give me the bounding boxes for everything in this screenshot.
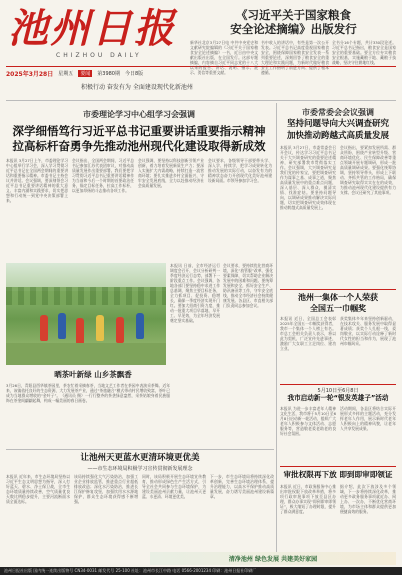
caption-text: 3月26日，青阳县酉华镇茶园里，茶农忙着采摘春茶，当地文艺工作者在茶园中表演采茶舞。近年来，该镇依托良好的生态资源，大力发展茶产业，通过“茶旅融合”模式带动村民增收致富，茶叶已成为当地群众增收的“金叶子”。（通讯员 摄）一行行整齐的茶垄绿意盎然，采茶姑娘身着民族服饰在茶垄间翩翩起舞，构成一幅美丽的春日画卷。 — [6, 383, 170, 403]
performer-figure — [76, 318, 84, 344]
body-text: 同时，该局积极开展生态环境宣传教育，推动形成绿色生产生活方式，引导全社会共同参与生态环境保护，为建设美丽池州贡献力量，让池州天更蓝、水更清、环境更优美。 — [142, 474, 206, 499]
divider — [280, 289, 396, 290]
body-text: 会议要求，要持续优化营商环境，深化“放管服”改革，强化要素保障，切实帮助企业解决发展中的困难和问题。要统筹发展和安全，抓好安全生产、防汛备汛等工作，守牢安全底线，推动全市经济社会持续健康发展。各县区、市直相关部门负责同志参加会议。 — [223, 263, 273, 308]
info-bar — [6, 68, 143, 79]
body-text: 会议指出，要紧扣发展所需、群众所盼，围绕产业转型升级、营商环境优化、民生保障改善等重点领域开展专题调研，形成一批高质量调研成果。要强化统筹协调，坚持领导带头，形成上下联动、齐抓共管的工作格局，确保调查研究取得实实在在的成效，为推动池州现代化建设提供有力支撑。会议还研究了其他事项。 — [340, 145, 396, 195]
main-headline — [6, 124, 272, 154]
weekday: 星期五 — [58, 71, 74, 77]
top-right-headline — [190, 8, 397, 36]
body-text: 下一步，市生态环境局将持续深化改革创新，完善生态环境治理体系，提升治理能力，以高水平保护推动高质量发展，奋力谱写美丽池州建设新篇章。 — [210, 474, 274, 499]
body-text: 本报讯 近日，市政务服务中心推出审批权限下放改革举措，将多项行政审批事项下放至县区办理，群众办事实现“即到即审即领证”，极大缩短了办理时限，提升了群众满意度。 — [280, 484, 336, 514]
divider — [280, 466, 396, 467]
headline-line: 全国五一巾帼奖 — [310, 304, 366, 313]
performer-figure — [96, 315, 104, 341]
performer-figure — [116, 317, 124, 343]
body-text: 据介绍，此次下放涉及多个领域，下一步将持续深化改革，推动更多政务服务事项就近办、网上办、一次办，不断优化营商环境，为市场主体和群众提供更加便捷高效的服务。 — [340, 484, 396, 514]
divider — [6, 449, 274, 450]
page-count: 今日8版 — [125, 71, 144, 77]
right-headline — [280, 118, 396, 142]
newspaper-masthead: 池州日报 — [8, 5, 176, 52]
footer — [0, 567, 402, 575]
body-text: 会议指出，全国两会期间，习近平总书记参加江苏代表团审议，对推动高质量发展作出重要部署。我们要把学习贯彻习近平总书记重要讲话精神作为当前和今后一个时期的首要政治任务，锚定目标任务，拉高工作标杆，以更加昂扬的斗志推动各项工作。 — [72, 158, 134, 193]
edition-badge: 要闻 — [80, 71, 91, 77]
body-text: 本报讯 近日，全国总工会表彰2025年全国五一巾帼奖获得者，我市一个集体一个人榜上有名。市总工会相关负责人表示，将以此为契机，广泛宣传先进事迹，激励广大女职工立足岗位、建功立业。 — [280, 316, 336, 351]
divider — [6, 100, 396, 101]
body-text: 本报讯 3月27日上午，市委理论学习中心组举行学习会，深入学习贯彻习近平总书记在全国两会期间的重要讲话和重要指示精神。市委书记主持会议并讲话。会议强调，要深刻领会习近平总书记重要讲话精神的重大意义、丰富内涵和实践要求，切实把思想和行动统一到党中央决策部署上来。 — [6, 158, 68, 203]
body-text: 会议要求，各级领导干部要带头学、深入学、持续学，把学习成果转化为推动发展的实际行动，以奋发有为的精神状态奋力开创现代化美好池州建设新局面。市领导参加学习会。 — [208, 158, 272, 183]
divider — [280, 384, 396, 385]
tea-garden-photo — [6, 263, 166, 365]
headline-line: 池州一集体一个人荣获 — [298, 293, 378, 302]
body-text: 本报讯 日前，全市经济运行调度会召开，会议分析研判一季度经济运行态势，部署下一阶段重点工作。会议强调，各地各部门要坚持稳中求进工作总基调，聚焦主要目标任务，全力抓项目、促投资、稳增长，确保一季度经济实现开门红。要加大招商引资力度，推动一批重大项目早落地、早开工、早见效，为全年经济发展奠定坚实基础。 — [170, 263, 220, 323]
ad-banner: 清净池州 绿色发展 共建美好家园 — [150, 552, 396, 565]
dateline: 5月10日至6月8日 — [317, 388, 359, 394]
photo-caption: 晒茶叶新绿 山乡茶飘香 — [54, 370, 132, 379]
performer-figure — [136, 313, 144, 339]
body-text: 获奖集体多年来坚持创新驱动，在技术攻关、服务发展中取得显著成绩；获奖个人扎根一线，爱岗敬业，以实际行动诠释了新时代女性的担当和作为，展现了池州巾帼风采。 — [340, 316, 396, 346]
headline-line: 坚持问题导向大兴调查研究 — [286, 119, 389, 129]
bottom-headline: 让池州天更蓝水更清环境更优美 — [80, 453, 200, 463]
body-text: 本报讯 3月27日，市委常委会召开会议，传达学习习近平总书记关于大兴调查研究的重要论述精神，研究部署我市贯彻落实工作。会议强调，大兴调查研究是我们党的传家宝，要把调查研究作为谋事之基、成事之道，聚焦高质量发展中的重点难点问题，深入基层、深入群众，摸清实情、找准症结。要坚持问题导向，以调研成果推动解决实际问题，切实把调查研究成效体现在推动跨越式高质量发展上。 — [280, 145, 336, 210]
performer-figure — [58, 313, 66, 339]
right-headline: 审批权限再下放 即到即审即领证 — [283, 470, 393, 479]
headline-line: 加快推动跨越式高质量发展 — [286, 131, 389, 141]
right-headline: 我市启动新一轮“银发英雄子”活动 — [287, 394, 389, 402]
body-text: 会议强调，要坚持以科技创新引领产业创新，着力培育发展新质生产力；要深入实施扩大内需战略，持续打造一流营商环境；要扎实推进乡村全面振兴，守牢安全发展底线，全力以赴推动经济社会高质量发展。 — [138, 158, 204, 188]
right-kicker: 市委常委会会议强调 — [302, 108, 374, 117]
headline-line: 深学细悟笃行习近平总书记重要讲话重要指示精神 — [12, 124, 266, 138]
headline-line: 安全论述摘编》出版发行 — [230, 22, 357, 36]
slogan: 积极行动 奋发有为 全面建设现代化新池州 — [81, 84, 193, 91]
body-text: 该局持续强化大气污染防治，加强工业企业排放监管，推进重点行业超低排放改造；深化水污染防治，推进长江保护修复攻坚，加强饮用水水源地保护，群众生态环境获得感不断增强。 — [74, 474, 138, 504]
issue-number: 第3980期 — [97, 71, 120, 77]
body-text: 全书分16个专题，共计330段论述。习近平总书记指出，粮食安全是国家安全的重要基础。要全方位夯实粮食安全根基，实施藏粮于地、藏粮于技战略，坚决守住耕地红线。 — [332, 40, 396, 65]
main-kicker: 市委理论学习中心组学习会强调 — [83, 110, 195, 119]
headline-line: 《习近平关于国家粮食 — [236, 8, 351, 22]
bottom-subhead: ——市生态环境局积极学习宣传贯彻新发展理念 — [87, 466, 193, 472]
body-text: 新华社北京3月27日电 中共中央党史和文献研究院编辑的《习近平关于国家粮食安全论述摘编》一书，近日由中央文献出版社出版，在全国发行。这部专题摘编，内容摘自习近平同志党的十八大以来的报告、讲话、说明、指示、批示、贺信等重要文献。 — [190, 40, 258, 75]
column-divider — [276, 103, 277, 558]
body-text: 活动期间，各县区将结合实际开展形式多样的主题活动，充分发挥老年人作用，展示新时代老年人积极向上的精神风貌，让老年人共享发展成果。 — [340, 406, 396, 431]
issue-date: 2025年3月28日 — [6, 71, 54, 78]
performer-figure — [40, 315, 48, 341]
body-text: 本报讯 近年来，市生态环境局坚持以习近平生态文明思想为指导，深入打好蓝天、碧水、净土保卫战，全市生态环境质量持续改善，空气质量优良天数比例稳步提升，主要河流断面水质全面达标。 — [6, 474, 70, 504]
tea-rows — [6, 287, 166, 305]
masthead-pinyin: CHIZHOU DAILY — [56, 52, 142, 59]
right-headline — [280, 292, 396, 314]
body-text: 本报讯 为进一步丰富老年人精神文化生活，我市将于5月10日至6月8日启动新一轮活动，组织广大老年人积极参与文体活动、志愿服务等，营造敬老爱老助老的良好社会氛围。 — [280, 406, 336, 436]
body-text: 书中收入的讲话中，有些是第一次公开发表。习近平总书记高度重视国家粮食安全，围绕保障国家粮食安全发表一系列重要论述，深刻回答了粮食安全的重大理论和实践问题，为新时代做好粮食安全工作指明了前进方向、提供了根本遵循。 — [261, 40, 329, 75]
footer-text: 池州日报社出版 国内统一连续出版物号 CN34-0031 邮发代号 25-100 社址：池州市长江中路 电话 0566-2001234 印刷：池州日报社印刷厂 — [4, 568, 257, 573]
headline-line: 拉高标杆奋勇争先推动池州现代化建设取得新成效 — [12, 139, 266, 153]
foreground-bushes — [6, 343, 166, 365]
